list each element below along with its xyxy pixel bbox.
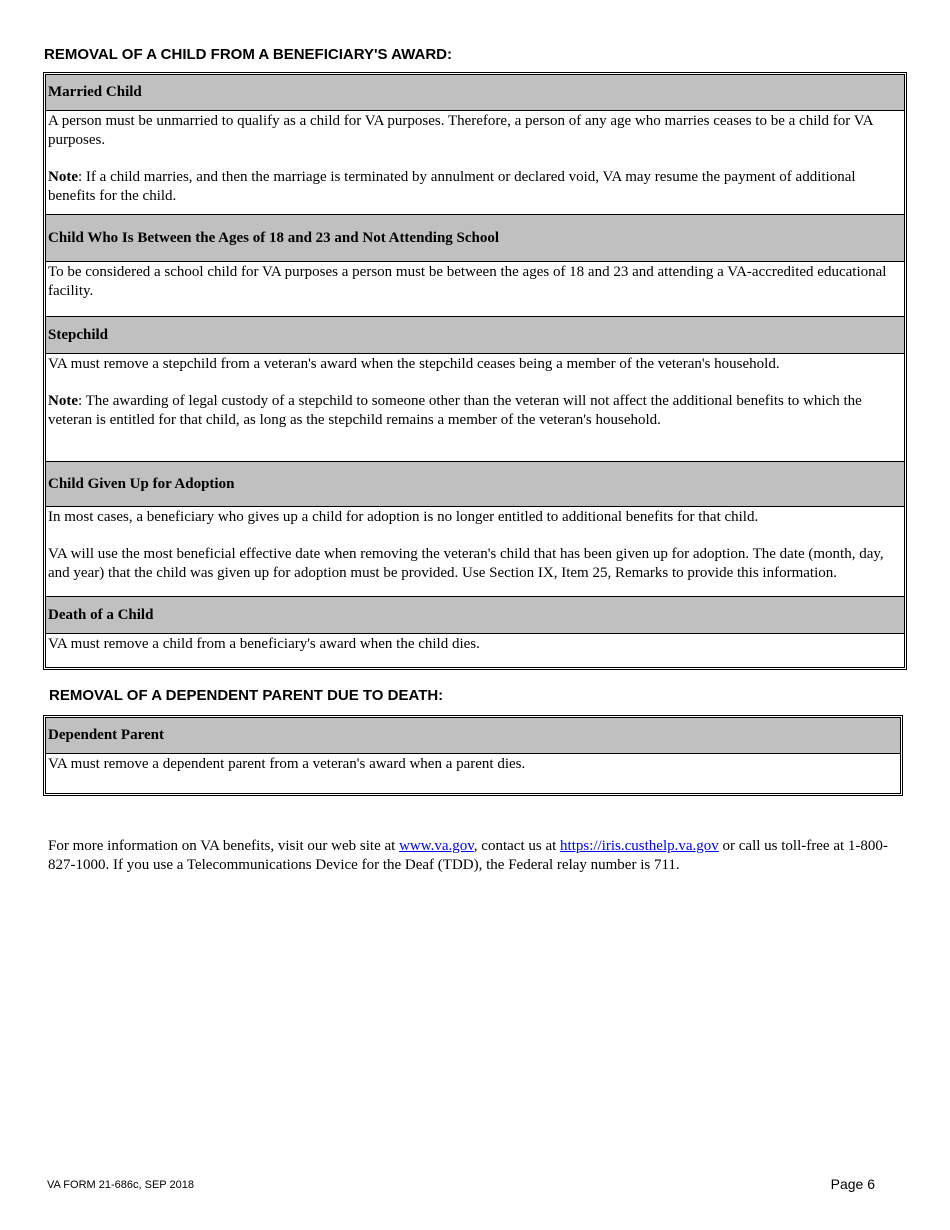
footer-contact-info xyxy=(48,837,898,875)
row-body-stepchild xyxy=(46,354,904,462)
row-paragraph: A person must be unmarried to qualify as a child for VA purposes. Therefore, a person of any age who marries ceases to be a child for VA purposes. xyxy=(48,113,873,148)
row-body-school-age-child xyxy=(46,262,904,317)
note-paragraph xyxy=(48,392,901,430)
row-header-school-age-child xyxy=(46,215,904,262)
footer-text-part: For more information on VA benefits, visit our web site at xyxy=(48,838,400,854)
row-paragraph: VA will use the most beneficial effective date when removing the veteran's child that has been given up for adoption. The date (month, day, and year) that the child was given up for adoption must be provided. Use Section IX, Item 25, Remarks to provide this information. xyxy=(48,546,884,581)
note-text: : If a child marries, and then the marriage is terminated by annulment or declared void, VA may resume the payment of additional benefits for the child. xyxy=(48,169,856,204)
row-title: Child Who Is Between the Ages of 18 and 23 and Not Attending School xyxy=(48,229,500,246)
row-body-adoption xyxy=(46,507,904,597)
section-heading-child-removal: REMOVAL OF A CHILD FROM A BENEFICIARY'S AWARD: xyxy=(44,46,453,63)
note-label: Note xyxy=(48,169,78,185)
va-gov-link[interactable]: www.va.gov xyxy=(399,838,474,854)
footer-text-part: or call us toll-free at 1-800-827-1000. If you use a Telecommunications Device for the Deaf (TDD), the Federal relay number is 711. xyxy=(48,838,888,873)
iris-custhelp-link[interactable]: https://iris.custhelp.va.gov xyxy=(560,838,719,854)
note-label: Note xyxy=(48,393,78,409)
row-header-stepchild xyxy=(46,317,904,354)
page-number: Page 6 xyxy=(830,1176,875,1192)
section-heading-parent-removal: REMOVAL OF A DEPENDENT PARENT DUE TO DEATH: xyxy=(49,687,444,704)
note-text: : The awarding of legal custody of a stepchild to someone other than the veteran will not affect the additional benefits to which the veteran is entitled for that child, as long as the stepchild remains a member of the veteran's household. xyxy=(48,393,862,428)
child-removal-table xyxy=(43,72,907,670)
row-header-adoption xyxy=(46,462,904,507)
row-header-dependent-parent xyxy=(46,718,900,754)
note-paragraph xyxy=(48,168,901,206)
form-identifier: VA FORM 21-686c, SEP 2018 xyxy=(47,1179,194,1191)
row-body-death-of-child xyxy=(46,634,904,667)
row-title: Stepchild xyxy=(48,326,109,343)
row-paragraph: To be considered a school child for VA purposes a person must be between the ages of 18 and 23 and attending a VA-accredited educational facility. xyxy=(48,264,887,299)
row-header-married-child xyxy=(46,75,904,111)
row-paragraph: VA must remove a dependent parent from a veteran's award when a parent dies. xyxy=(48,756,526,772)
row-title: Married Child xyxy=(48,84,142,100)
row-body-dependent-parent xyxy=(46,754,900,793)
row-title: Dependent Parent xyxy=(48,727,164,743)
parent-removal-table xyxy=(43,715,903,796)
row-title: Child Given Up for Adoption xyxy=(48,475,235,492)
row-header-death-of-child xyxy=(46,597,904,634)
footer-text-part: , contact us at xyxy=(473,838,561,854)
row-paragraph: VA must remove a child from a beneficiary's award when the child dies. xyxy=(48,636,480,652)
row-paragraph: In most cases, a beneficiary who gives up a child for adoption is no longer entitled to additional benefits for that child. xyxy=(48,509,759,525)
row-paragraph: VA must remove a stepchild from a veteran's award when the stepchild ceases being a member of the veteran's household. xyxy=(48,356,780,372)
row-body-married-child xyxy=(46,111,904,215)
row-title: Death of a Child xyxy=(48,606,154,623)
